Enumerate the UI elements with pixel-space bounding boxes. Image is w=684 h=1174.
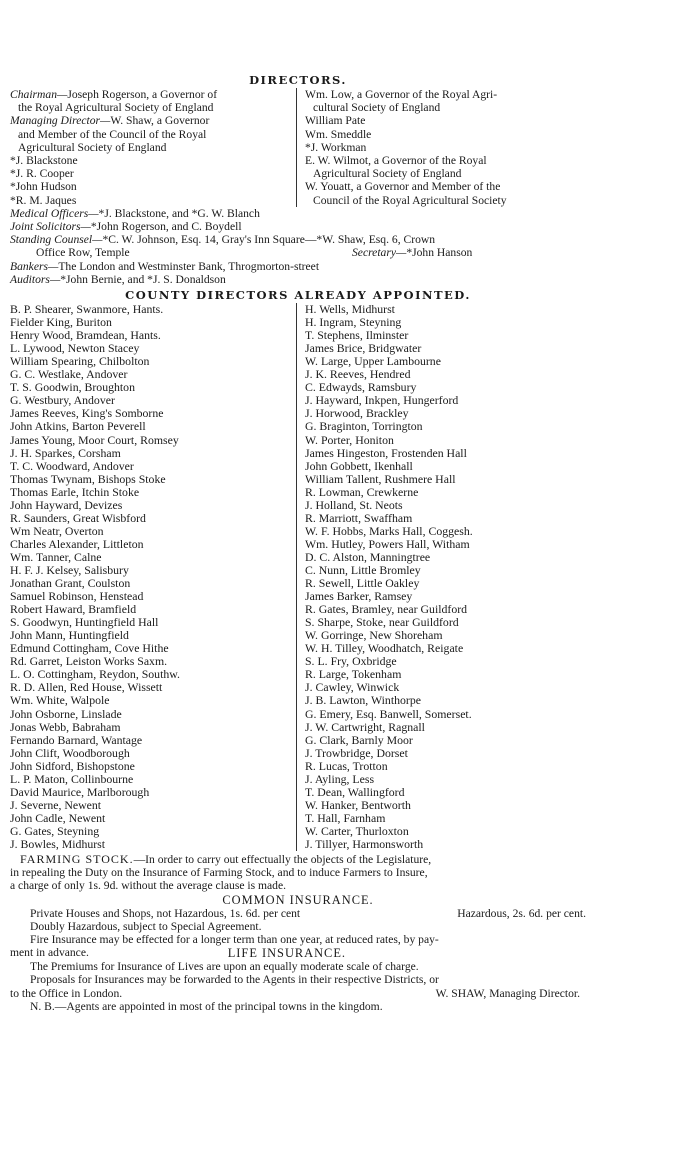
proposals-line1: Proposals for Insurances may be forwarded to the Agents in their respective Districts, or [30, 973, 439, 987]
county-director-entry: J. Holland, St. Neots [305, 497, 403, 512]
county-director-entry: William Tallent, Rushmere Hall [305, 471, 456, 486]
county-director-entry: Thomas Twynam, Bishops Stoke [10, 471, 166, 486]
county-director-entry: Henry Wood, Bramdean, Hants. [10, 328, 161, 343]
county-director-entry: J. Cawley, Winwick [305, 680, 400, 695]
county-director-entry: C. Edwayds, Ramsbury [305, 380, 417, 395]
county-director-entry: J. K. Reeves, Hendred [305, 367, 411, 382]
farming-stock-line2: in repealing the Duty on the Insurance of Farming Stock, and to induce Farmers to Insure, [10, 866, 428, 880]
director-line: W. Youatt, a Governor and Member of the [305, 180, 501, 194]
hazardous-rate: Hazardous, 2s. 6d. per cent. [457, 906, 586, 920]
county-right-column [296, 303, 586, 851]
county-director-entry: J. Bowles, Midhurst [10, 836, 106, 851]
county-director-entry: J. H. Sparkes, Corsham [10, 445, 121, 460]
county-director-entry: Robert Haward, Bramfield [10, 602, 137, 617]
common-insurance-heading: COMMON INSURANCE. [222, 892, 374, 907]
director-line: and Member of the Council of the Royal [18, 127, 207, 141]
signature: W. SHAW, Managing Director. [435, 986, 580, 1000]
director-line: the Royal Agricultural Society of England [18, 101, 214, 115]
director-line: *John Hudson [10, 180, 77, 194]
officers-block [10, 207, 586, 286]
fire-insurance-line2: ment in advance. [10, 946, 89, 960]
county-director-entry: R. D. Allen, Red House, Wissett [10, 680, 163, 695]
nb-line: N. B.—Agents are appointed in most of the principal towns in the kingdom. [30, 999, 383, 1013]
county-director-entry: R. Marriott, Swaffham [305, 510, 413, 525]
county-director-entry: Wm. Hutley, Powers Hall, Witham [305, 536, 470, 551]
county-director-entry: T. S. Goodwin, Broughton [10, 380, 135, 395]
county-director-entry: S. L. Fry, Oxbridge [305, 654, 397, 669]
director-line: Wm. Smeddle [305, 127, 372, 141]
county-director-entry: John Cadle, Newent [10, 810, 106, 825]
county-director-entry: G. Gates, Steyning [10, 823, 100, 838]
county-director-entry: L. Lywood, Newton Stacey [10, 341, 140, 356]
county-director-entry: G. Emery, Esq. Banwell, Somerset. [305, 706, 472, 721]
county-director-entry: B. P. Shearer, Swanmore, Hants. [10, 302, 164, 317]
county-director-entry: W. H. Tilley, Woodhatch, Reigate [305, 641, 464, 656]
county-director-entry: G. Clark, Barnly Moor [305, 732, 413, 747]
county-director-entry: John Osborne, Linslade [10, 706, 122, 721]
medical-officers-line: Medical Officers—*J. Blackstone, and *G. W. Blanch [10, 206, 260, 220]
director-line: cultural Society of England [313, 101, 441, 115]
county-director-entry: James Barker, Ramsey [305, 589, 413, 604]
county-director-entry: T. Hall, Farnham [305, 810, 386, 825]
county-director-entry: John Mann, Huntingfield [10, 628, 129, 643]
county-director-entry: Samuel Robinson, Henstead [10, 589, 144, 604]
county-director-entry: H. F. J. Kelsey, Salisbury [10, 562, 129, 577]
director-line: Chairman—Joseph Rogerson, a Governor of [10, 88, 218, 101]
prospectus-page [10, 72, 586, 1013]
county-director-entry: James Reeves, King's Somborne [10, 406, 164, 421]
county-director-entry: J. Tillyer, Harmonsworth [305, 836, 424, 851]
county-director-entry: W. Large, Upper Lambourne [305, 354, 441, 369]
county-director-entry: Wm. Tanner, Calne [10, 549, 102, 564]
director-line: Managing Director—W. Shaw, a Governor [10, 114, 210, 128]
director-line: *J. Workman [305, 140, 367, 154]
county-director-entry: D. C. Alston, Manningtree [305, 549, 431, 564]
proposals-signature-row [10, 987, 586, 1000]
county-director-entry: Thomas Earle, Itchin Stoke [10, 484, 140, 499]
counsel-line: Standing Counsel—*C. W. Johnson, Esq. 14, Gray's Inn Square—*W. Shaw, Esq. 6, Crown [10, 233, 436, 247]
county-director-entry: W. Carter, Thurloxton [305, 823, 409, 838]
farming-stock-line3: a charge of only 1s. 9d. without the average clause is made. [10, 879, 287, 893]
auditors-line: Auditors—*John Bernie, and *J. S. Donaldson [10, 272, 226, 286]
county-director-entry: H. Wells, Midhurst [305, 302, 395, 317]
county-director-entry: James Brice, Bridgwater [305, 341, 422, 356]
county-director-entry: R. Sewell, Little Oakley [305, 576, 420, 591]
county-director-entry: R. Lowman, Crewkerne [305, 484, 419, 499]
private-houses-rate: Private Houses and Shops, not Hazardous, 1s. 6d. per cent [30, 906, 301, 920]
farming-stock-paragraph: FARMING STOCK.—In order to carry out effectually the objects of the Legislature, [20, 852, 432, 867]
county-director-entry: R. Saunders, Great Wisbford [10, 510, 146, 525]
county-director-entry: L. O. Cottingham, Reydon, Southw. [10, 667, 180, 682]
county-director-entry: W. Porter, Honiton [305, 432, 394, 447]
county-director-entry: Fernando Barnard, Wantage [10, 732, 143, 747]
county-director-entry: J. Ayling, Less [305, 771, 375, 786]
director-line: *J. R. Cooper [10, 167, 74, 181]
county-director-entry: G. C. Westlake, Andover [10, 367, 128, 382]
director-line: E. W. Wilmot, a Governor of the Royal [305, 154, 487, 168]
county-director-entry: Fielder King, Buriton [10, 315, 112, 330]
county-director-entry: John Atkins, Barton Peverell [10, 419, 146, 434]
directors-left-column [10, 88, 296, 207]
directors-columns [10, 88, 586, 207]
premiums-line: The Premiums for Insurance of Lives are upon an equally moderate scale of charge. [30, 960, 419, 974]
county-director-entry: J. Hayward, Inkpen, Hungerford [305, 393, 459, 408]
directors-heading: DIRECTORS. [249, 73, 347, 87]
county-director-entry: David Maurice, Marlborough [10, 784, 150, 799]
county-director-entry: T. Stephens, Ilminster [305, 328, 409, 343]
fire-insurance-line1: Fire Insurance may be effected for a longer term than one year, at reduced rates, by pay- [30, 933, 439, 947]
county-director-entry: W. Hanker, Bentworth [305, 797, 411, 812]
county-director-entry: W. F. Hobbs, Marks Hall, Coggesh. [305, 523, 473, 538]
county-director-entry: G. Braginton, Torrington [305, 419, 423, 434]
county-columns [10, 303, 586, 851]
fire-life-row [10, 946, 586, 960]
county-director-entry: William Spearing, Chilbolton [10, 354, 150, 369]
county-director-entry: James Hingeston, Frostenden Hall [305, 445, 467, 460]
county-left-column [10, 303, 296, 851]
county-director-entry: J. W. Cartwright, Ragnall [305, 719, 425, 734]
proposals-line2: to the Office in London. [10, 986, 123, 1000]
county-director-entry: W. Gorringe, New Shoreham [305, 628, 443, 643]
director-line: *J. Blackstone [10, 154, 78, 168]
county-director-entry: H. Ingram, Steyning [305, 315, 402, 330]
county-director-entry: R. Large, Tokenham [305, 667, 402, 682]
county-director-entry: S. Sharpe, Stoke, near Guildford [305, 615, 459, 630]
county-director-entry: Jonas Webb, Babraham [10, 719, 121, 734]
county-director-entry: L. P. Maton, Collinbourne [10, 771, 134, 786]
county-director-entry: James Young, Moor Court, Romsey [10, 432, 179, 447]
county-director-entry: J. Severne, Newent [10, 797, 102, 812]
county-director-entry: Charles Alexander, Littleton [10, 536, 144, 551]
county-director-entry: Jonathan Grant, Coulston [10, 576, 131, 591]
county-directors-heading: COUNTY DIRECTORS ALREADY APPOINTED. [125, 288, 471, 303]
director-line: Agricultural Society of England [18, 140, 167, 154]
solicitors-line: Joint Solicitors—*John Rogerson, and C. Boydell [10, 220, 242, 234]
county-director-entry: T. C. Woodward, Andover [10, 458, 134, 473]
life-insurance-heading: LIFE INSURANCE. [227, 946, 346, 961]
county-director-entry: Wm Neatr, Overton [10, 523, 104, 538]
county-director-entry: T. Dean, Wallingford [305, 784, 405, 799]
county-director-entry: John Sidford, Bishopstone [10, 758, 135, 773]
directors-right-column [296, 88, 586, 207]
county-director-entry: J. Horwood, Brackley [305, 406, 409, 421]
county-director-entry: Rd. Garret, Leiston Works Saxm. [10, 654, 168, 669]
counsel-cont-line: Office Row, Temple Secretary—*John Hanson [36, 246, 473, 260]
county-director-entry: J. Trowbridge, Dorset [305, 745, 408, 760]
county-director-entry: John Clift, Woodborough [10, 745, 130, 760]
county-director-entry: C. Nunn, Little Bromley [305, 562, 421, 577]
county-director-entry: John Gobbett, Ikenhall [305, 458, 413, 473]
rates-row [10, 907, 586, 920]
county-director-entry: John Hayward, Devizes [10, 497, 123, 512]
director-line: Agricultural Society of England [313, 167, 462, 181]
director-line: William Pate [305, 114, 366, 128]
county-director-entry: S. Goodwyn, Huntingfield Hall [10, 615, 159, 630]
director-line: Wm. Low, a Governor of the Royal Agri- [305, 88, 498, 101]
county-director-entry: J. B. Lawton, Winthorpe [305, 693, 421, 708]
county-director-entry: Edmund Cottingham, Cove Hithe [10, 641, 169, 656]
county-director-entry: Wm. White, Walpole [10, 693, 110, 708]
county-director-entry: R. Lucas, Trotton [305, 758, 388, 773]
county-director-entry: G. Westbury, Andover [10, 393, 115, 408]
county-director-entry: R. Gates, Bramley, near Guildford [305, 602, 468, 617]
doubly-hazardous-line: Doubly Hazardous, subject to Special Agreement. [30, 919, 262, 933]
bankers-line: Bankers—The London and Westminster Bank, Throgmorton-street [10, 259, 320, 273]
director-line: Council of the Royal Agricultural Society [313, 193, 507, 207]
director-line: *R. M. Jaques [10, 193, 77, 207]
